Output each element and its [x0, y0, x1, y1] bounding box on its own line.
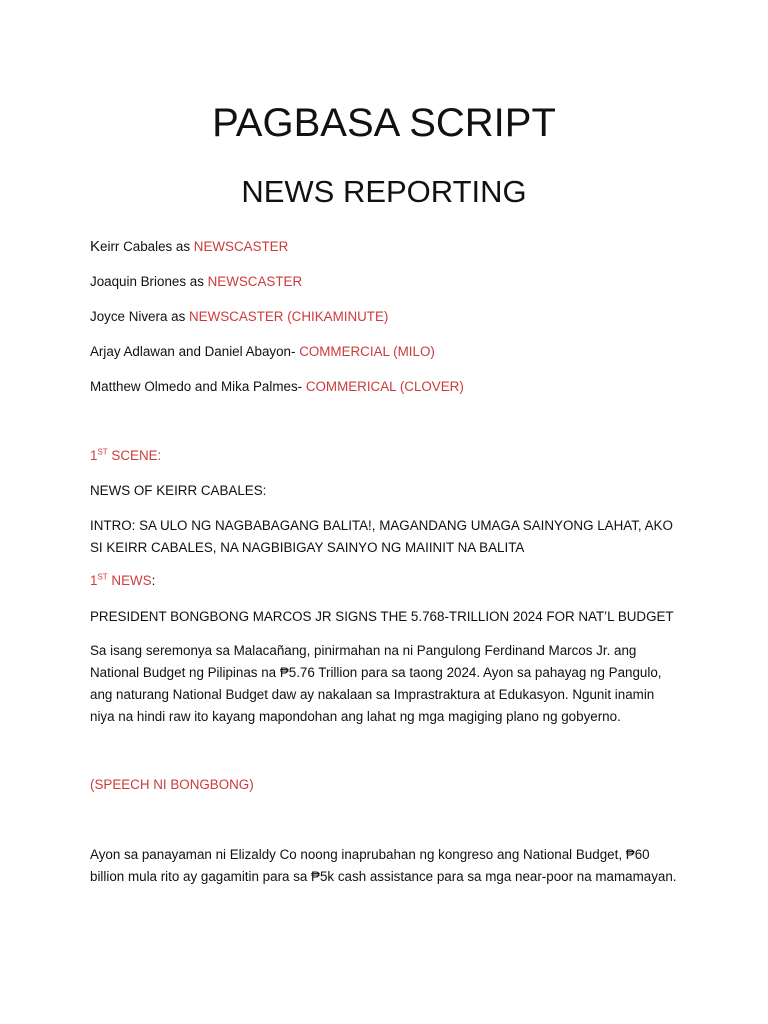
news-body-paragraph-2: Ayon sa panayaman ni Elizaldy Co noong inaprubahan ng kongreso ang National Budget, ₱60 billion mula rito ay gagamitin para sa ₱5k cash assistance para sa mga near-poor na mamamayan. — [90, 847, 677, 884]
news-headline: PRESIDENT BONGBONG MARCOS JR SIGNS THE 5.768-TRILLION 2024 FOR NAT’L BUDGET — [90, 609, 674, 624]
cast-line-1 — [90, 236, 680, 258]
scene-heading — [90, 445, 680, 467]
cast-name: Arjay Adlawan and Daniel Abayon- — [90, 344, 300, 359]
news-label: NEWS — [107, 573, 152, 588]
document-title: PAGBASA SCRIPT — [212, 101, 556, 145]
scene-label: SCENE: — [107, 448, 162, 463]
cast-role: NEWSCASTER (CHIKAMINUTE) — [188, 309, 389, 324]
intro-paragraph: INTRO: SA ULO NG NAGBABAGANG BALITA!, MAGANDANG UMAGA SAINYONG LAHAT, AKO SI KEIRR CABALES, NA NAGBIBIGAY SAINYO NG MAIINIT NA BALITA — [90, 518, 673, 555]
cast-name: Joyce Nivera as — [90, 309, 189, 324]
cast-line-3 — [90, 306, 680, 328]
news-heading — [90, 570, 680, 592]
news-of-heading: NEWS OF KEIRR CABALES: — [90, 483, 267, 498]
cast-role: NEWSCASTER — [193, 239, 289, 254]
cast-line-2 — [90, 271, 680, 293]
cast-line-4 — [90, 341, 680, 363]
cast-name: Joaquin Briones as — [90, 274, 208, 289]
speech-cue: (SPEECH NI BONGBONG) — [90, 777, 254, 792]
cast-role: COMMERICAL (CLOVER) — [305, 379, 464, 394]
cast-role: COMMERCIAL (MILO) — [299, 344, 435, 359]
scene-ordinal: ST — [97, 447, 108, 457]
cast-name: eirr Cabales as — [100, 239, 194, 254]
cast-name-first-letter: K — [90, 238, 101, 255]
news-colon: : — [151, 573, 156, 588]
news-body-paragraph-1: Sa isang seremonya sa Malacañang, pinirmahan na ni Pangulong Ferdinand Marcos Jr. ang National Budget ng Pilipinas na ₱5.76 Trillion para sa taong 2024. Ayon sa pahayag ng Pangulo, ang naturang National Budget daw ay nakalaan sa Imprastraktura at Edukasyon. Ngunit inamin niya na hindi raw ito kayang mapondohan ang lahat ng mga magiging plano ng gobyerno. — [90, 643, 662, 724]
cast-name: Matthew Olmedo and Mika Palmes- — [90, 379, 306, 394]
scene-number: 1 — [90, 448, 98, 463]
news-number: 1 — [90, 573, 98, 588]
document-subtitle: NEWS REPORTING — [241, 174, 527, 209]
news-ordinal: ST — [97, 572, 108, 582]
cast-role: NEWSCASTER — [207, 274, 303, 289]
cast-line-5 — [90, 376, 680, 398]
